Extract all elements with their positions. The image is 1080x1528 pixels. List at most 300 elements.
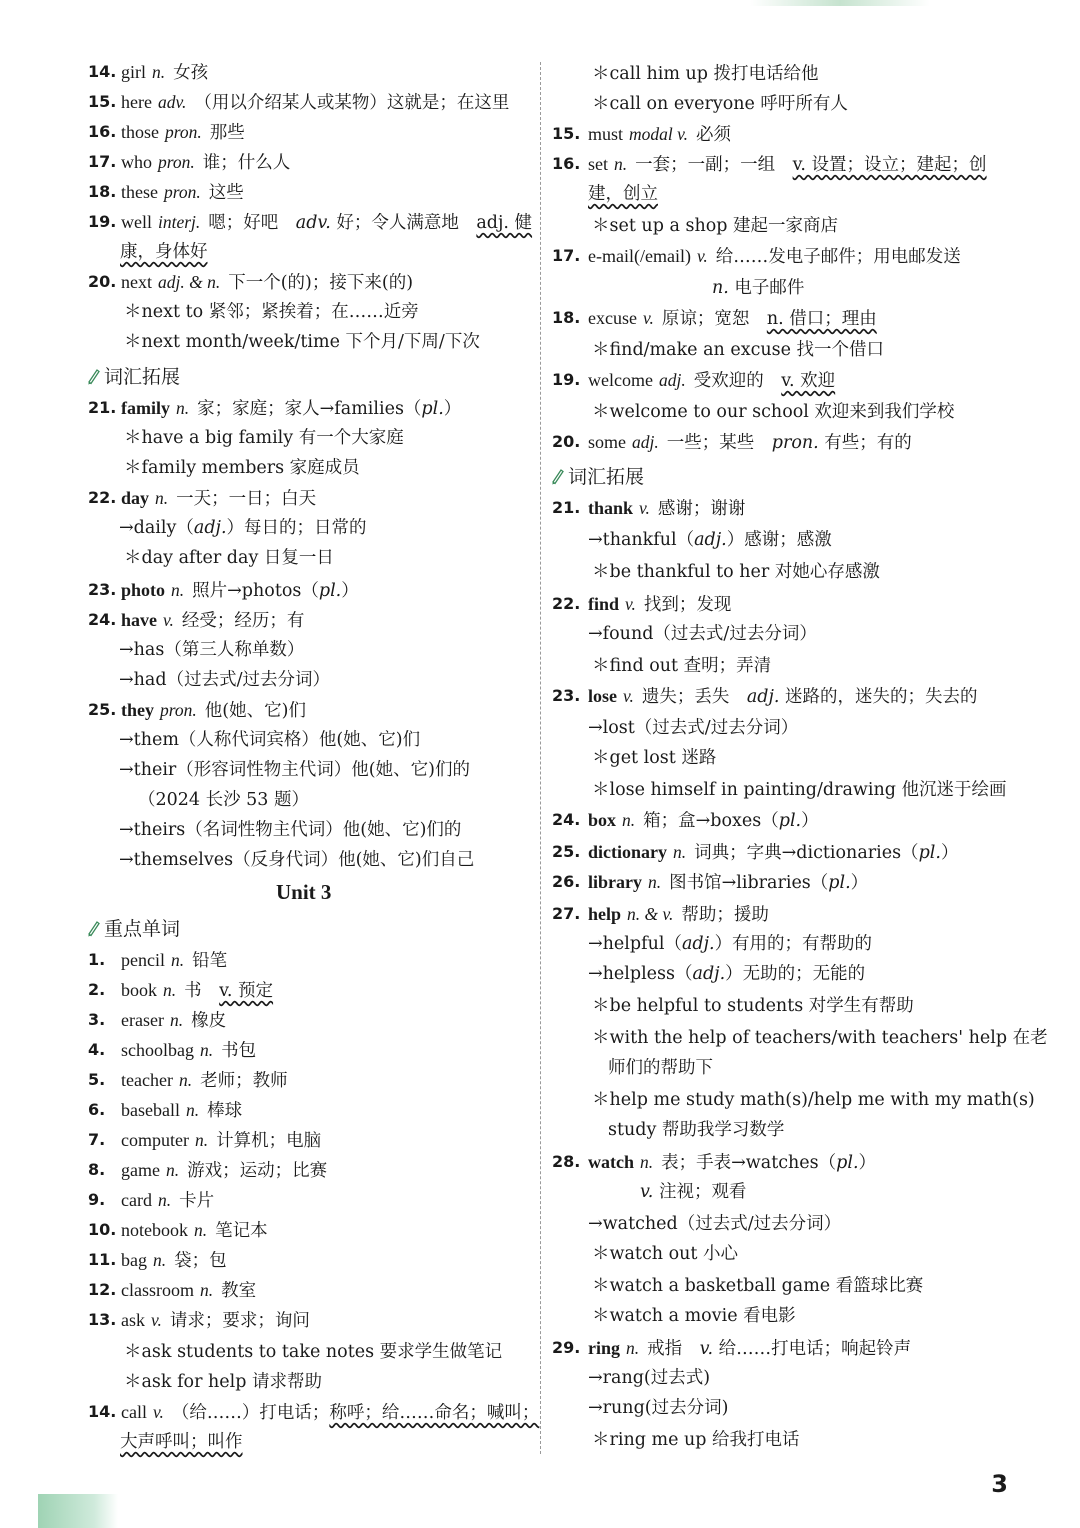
- definition-text: 书: [184, 981, 220, 1001]
- vocab-entry: [88, 1400, 540, 1425]
- entry-body: [121, 1131, 321, 1151]
- part-of-speech: n.: [163, 980, 177, 1000]
- part-of-speech: n.: [194, 1130, 209, 1150]
- derived-form-text: →themselves（反身代词）他(她、它)们自己: [119, 850, 475, 870]
- entry-body: [588, 371, 835, 391]
- headword: notebook: [121, 1220, 188, 1240]
- entry-body: [121, 981, 273, 1001]
- derived-form-text: →theirs（名词性物主代词）他(她、它)们的: [119, 820, 462, 840]
- part-of-speech: n. & v.: [627, 904, 674, 924]
- definition-text: ）: [443, 399, 462, 419]
- example-phrase-text: ＊watch a basketball game 看篮球比赛: [592, 1276, 924, 1296]
- definition-text: 帮助；援助: [681, 905, 769, 925]
- entry-number: 24.: [88, 610, 117, 629]
- section-header-label: 词汇拓展: [568, 466, 645, 488]
- definition-text: 原谅；宽恕: [661, 309, 767, 329]
- part-of-speech: pron.: [160, 700, 197, 720]
- entry-body: [121, 489, 316, 509]
- example-phrase-text: ＊watch a movie 看电影: [592, 1306, 796, 1326]
- entry-number: 24.: [552, 810, 581, 829]
- part-of-speech: pron.: [158, 152, 195, 172]
- part-of-speech: adj.: [632, 432, 659, 452]
- example-phrase: [124, 546, 334, 570]
- continuation-line-text: （2024 长沙 53 题）: [138, 790, 309, 810]
- definition-text: ）: [858, 1153, 877, 1173]
- headword: family: [121, 398, 170, 418]
- entry-number: 21.: [88, 398, 117, 417]
- vocab-entry: [88, 210, 533, 235]
- derived-form-text: →had（过去式/过去分词）: [119, 670, 330, 690]
- definition-text: 这些: [208, 183, 244, 203]
- continuation-line-text: 大声呼叫；叫作: [120, 1432, 243, 1452]
- entry-body: [588, 811, 819, 831]
- vocab-entry: [88, 1278, 257, 1303]
- entry-body: [121, 93, 509, 113]
- entry-number: 29.: [552, 1338, 581, 1357]
- vocab-entry: [552, 244, 961, 269]
- derived-form-text: →rang(过去式): [588, 1368, 711, 1388]
- entry-number: 1.: [88, 950, 106, 969]
- entry-body: [121, 273, 413, 293]
- part-of-speech: n.: [176, 398, 190, 418]
- example-phrase-text: ＊be thankful to her 对她心存感激: [592, 562, 880, 582]
- example-phrase: [592, 1304, 796, 1328]
- definition-text: 橡皮: [191, 1011, 227, 1031]
- example-phrase-text: ＊call him up 拨打电话给他: [592, 64, 819, 84]
- part-of-speech: n.: [640, 1152, 654, 1172]
- definition-text: 女孩: [173, 63, 209, 83]
- vocab-entry: [88, 1098, 243, 1123]
- vocab-entry: [88, 578, 359, 603]
- definition-text: 铅笔: [192, 951, 228, 971]
- derived-form-text: ）有用的；有帮助的: [714, 934, 873, 954]
- example-phrase-text: ＊watch out 小心: [592, 1244, 738, 1264]
- vocab-entry: [552, 496, 746, 521]
- definition-text: 称呼；给……命名；喊叫；: [329, 1403, 540, 1423]
- vocab-entry: [552, 684, 978, 709]
- headword: call: [121, 1402, 147, 1422]
- part-of-speech: v.: [151, 1310, 162, 1330]
- entry-body: [121, 1041, 256, 1061]
- pencil-icon: [86, 919, 100, 937]
- part-of-speech: n.: [648, 872, 662, 892]
- entry-number: 16.: [88, 122, 117, 141]
- example-phrase-text: ＊day after day 日复一日: [124, 548, 334, 568]
- definition-text: 必须: [695, 125, 731, 145]
- headword: here: [121, 92, 152, 112]
- entry-body: [121, 951, 227, 971]
- entry-body: [121, 1011, 226, 1031]
- vocab-entry: [552, 870, 869, 895]
- vocab-entry: [88, 150, 291, 175]
- headword: help: [588, 904, 622, 924]
- derived-form: [119, 728, 420, 752]
- part-of-speech: n.: [153, 1250, 167, 1270]
- part-of-speech: n.: [614, 154, 628, 174]
- part-of-speech: pron.: [165, 122, 202, 142]
- derived-form-text: →them（人称代词宾格）他(她、它)们: [119, 730, 421, 750]
- entry-number: 15.: [88, 92, 117, 111]
- headword: e-mail(/email): [588, 246, 691, 266]
- derived-form-text: →daily（: [119, 518, 194, 538]
- headword: find: [588, 594, 620, 614]
- entry-number: 9.: [88, 1190, 106, 1209]
- definition-text: 给……发电子邮件；用电邮发送: [715, 247, 961, 267]
- definition-text: adj. 健: [476, 213, 533, 233]
- vocab-entry: [88, 90, 510, 115]
- entry-number: 23.: [88, 580, 117, 599]
- example-phrase-text: ＊have a big family 有一个大家庭: [124, 428, 404, 448]
- definition-text: （用以介绍某人或某物）这就是；在这里: [194, 93, 510, 113]
- entry-body: [121, 183, 244, 203]
- continuation-line-text: study 帮助我学习数学: [608, 1120, 785, 1140]
- part-of-speech: v.: [642, 308, 654, 328]
- entry-number: 23.: [552, 686, 581, 705]
- derived-form-text: →lost（过去式/过去分词）: [588, 718, 799, 738]
- part-of-speech: v.: [639, 498, 650, 518]
- part-of-speech: n.: [199, 1280, 214, 1300]
- entry-body: [121, 1191, 214, 1211]
- entry-number: 18.: [552, 308, 581, 327]
- continuation-line: [608, 1056, 713, 1080]
- headword: watch: [588, 1152, 634, 1172]
- definition-text: pl.: [778, 811, 802, 831]
- entry-body: [588, 247, 961, 267]
- definition-text: 遗失；丢失: [641, 687, 747, 707]
- vocab-entry: [552, 592, 732, 617]
- headword: those: [121, 122, 159, 142]
- example-phrase: [592, 1088, 1035, 1112]
- continuation-line: [588, 182, 658, 206]
- derived-form-text: →has（第三人称单数）: [119, 640, 305, 660]
- section-header-label: 重点单词: [104, 918, 181, 940]
- headword: card: [121, 1190, 152, 1210]
- derived-form: [119, 758, 470, 782]
- entry-body: [121, 213, 532, 233]
- entry-number: 19.: [88, 212, 117, 231]
- part-of-speech: n.: [170, 950, 185, 970]
- entry-number: 25.: [88, 700, 117, 719]
- example-phrase: [592, 654, 771, 678]
- headword: teacher: [121, 1070, 173, 1090]
- part-of-speech: adv.: [157, 92, 187, 112]
- entry-number: 17.: [552, 246, 581, 265]
- definition-text: adv.: [295, 213, 331, 233]
- headword: thank: [588, 498, 634, 518]
- definition-text: 一些；某些: [666, 433, 772, 453]
- entry-number: 12.: [88, 1280, 117, 1299]
- part-of-speech: n.: [622, 810, 636, 830]
- example-phrase: [592, 746, 716, 770]
- vocab-entry: [88, 396, 462, 421]
- definition-text: 给……打电话；响起铃声: [713, 1339, 912, 1359]
- headword: game: [121, 1160, 160, 1180]
- derived-form-text: →helpful（: [588, 934, 682, 954]
- entry-body: [588, 499, 745, 519]
- derived-form: [588, 1212, 841, 1236]
- definition-text: 受欢迎的: [693, 371, 782, 391]
- part-of-speech: n.: [157, 1190, 172, 1210]
- derived-form: [588, 716, 798, 740]
- derived-form-text: adj.: [692, 964, 726, 984]
- definition-text: adj.: [746, 687, 780, 707]
- part-of-speech: n.: [185, 1100, 200, 1120]
- extra-meaning-text: 注视；观看: [653, 1182, 747, 1202]
- headword: welcome: [588, 370, 653, 390]
- vocab-entry: [88, 978, 274, 1003]
- example-phrase: [592, 1428, 800, 1452]
- headword: baseball: [121, 1100, 180, 1120]
- definition-text: 迷路的，迷失的；失去的: [779, 687, 978, 707]
- headword: day: [121, 488, 150, 508]
- entry-number: 22.: [552, 594, 581, 613]
- vocab-entry: [552, 430, 912, 455]
- entry-number: 5.: [88, 1070, 106, 1089]
- definition-text: v.: [699, 1339, 714, 1359]
- example-phrase: [592, 1026, 1048, 1050]
- example-phrase-text: ＊call on everyone 呼吁所有人: [592, 94, 848, 114]
- headword: set: [588, 154, 608, 174]
- example-phrase: [592, 1274, 923, 1298]
- entry-number: 21.: [552, 498, 581, 517]
- headword: must: [588, 124, 624, 144]
- definition-text: 图书馆→libraries（: [669, 873, 829, 893]
- entry-number: 26.: [552, 872, 581, 891]
- derived-form-text: adj.: [681, 934, 715, 954]
- headword: library: [588, 872, 642, 892]
- part-of-speech: interj.: [158, 212, 201, 232]
- column-divider: [540, 62, 541, 1454]
- extra-meaning-text: v.: [640, 1182, 654, 1202]
- entry-number: 22.: [88, 488, 117, 507]
- vocab-entry: [88, 1068, 288, 1093]
- part-of-speech: n.: [171, 580, 185, 600]
- pencil-icon: [86, 367, 100, 385]
- bottom-decoration: [38, 1494, 118, 1528]
- headword: well: [121, 212, 152, 232]
- example-phrase-text: ＊find/make an excuse 找一个借口: [592, 340, 885, 360]
- example-phrase: [124, 1370, 322, 1394]
- part-of-speech: n.: [155, 488, 169, 508]
- definition-text: pl.: [836, 1153, 859, 1173]
- vocab-entry: [552, 840, 959, 865]
- continuation-line: [608, 1118, 784, 1142]
- example-phrase: [592, 560, 880, 584]
- definition-text: 照片→photos（: [192, 581, 319, 601]
- entry-number: 8.: [88, 1160, 106, 1179]
- definition-text: 词典；字典→dictionaries（: [694, 843, 919, 863]
- entry-number: 13.: [88, 1310, 117, 1329]
- part-of-speech: n.: [169, 1010, 184, 1030]
- section-header: [86, 362, 180, 389]
- entry-number: 11.: [88, 1250, 117, 1269]
- vocab-entry: [88, 60, 209, 85]
- headword: lose: [588, 686, 617, 706]
- vocab-entry: [552, 808, 819, 833]
- part-of-speech: modal v.: [629, 124, 688, 144]
- definition-text: 老师；教师: [200, 1071, 288, 1091]
- entry-number: 16.: [552, 154, 581, 173]
- example-phrase-text: ＊next to 紧邻；紧挨着；在……近旁: [124, 302, 419, 322]
- part-of-speech: n.: [194, 1220, 208, 1240]
- entry-body: [588, 905, 769, 925]
- entry-number: 4.: [88, 1040, 106, 1059]
- example-phrase: [592, 994, 914, 1018]
- example-phrase: [124, 426, 404, 450]
- example-phrase: [592, 778, 1007, 802]
- entry-number: 19.: [552, 370, 581, 389]
- entry-body: [121, 153, 290, 173]
- example-phrase-text: ＊get lost 迷路: [592, 748, 717, 768]
- example-phrase-text: ＊set up a shop 建起一家商店: [592, 216, 839, 236]
- entry-body: [121, 1251, 227, 1271]
- entry-body: [121, 123, 245, 143]
- headword: ask: [121, 1310, 145, 1330]
- vocab-entry: [552, 902, 769, 927]
- derived-form-text: ）感谢；感激: [726, 530, 832, 550]
- example-phrase-text: ＊help me study math(s)/help me with my math(s): [592, 1090, 1035, 1110]
- entry-body: [588, 595, 731, 615]
- headword: schoolbag: [121, 1040, 194, 1060]
- entry-body: [121, 399, 461, 419]
- definition-text: （给……）打电话；: [171, 1403, 330, 1423]
- vocab-entry: [88, 698, 306, 723]
- headword: have: [121, 610, 157, 630]
- extra-meaning: [712, 276, 804, 300]
- example-phrase-text: ＊find out 查明；弄清: [592, 656, 772, 676]
- definition-text: ）: [801, 811, 819, 831]
- headword: classroom: [121, 1280, 194, 1300]
- derived-form-text: →helpless（: [588, 964, 693, 984]
- definition-text: pron.: [771, 433, 819, 453]
- definition-text: 那些: [209, 123, 245, 143]
- continuation-line: [120, 240, 208, 264]
- entry-number: 14.: [88, 62, 117, 81]
- entry-body: [121, 1071, 288, 1091]
- headword: dictionary: [588, 842, 667, 862]
- derived-form: [588, 932, 872, 956]
- entry-number: 7.: [88, 1130, 106, 1149]
- page-number: 3: [991, 1470, 1008, 1498]
- part-of-speech: v.: [625, 594, 636, 614]
- vocab-entry: [552, 1150, 877, 1175]
- definition-text: 一天；一日；白天: [176, 489, 317, 509]
- definition-text: 好；令人满意地: [330, 213, 477, 233]
- vocab-entry: [552, 306, 877, 331]
- unit-title: Unit 3: [276, 880, 332, 904]
- definition-text: pl.: [421, 399, 444, 419]
- derived-form-text: →found（过去式/过去分词）: [588, 624, 817, 644]
- headword: eraser: [121, 1010, 164, 1030]
- example-phrase: [592, 214, 838, 238]
- definition-text: 嗯；好吧: [208, 213, 296, 233]
- headword: computer: [121, 1130, 189, 1150]
- entry-body: [588, 687, 978, 707]
- entry-body: [121, 1403, 539, 1423]
- entry-number: 2.: [88, 980, 106, 999]
- part-of-speech: n.: [626, 1338, 640, 1358]
- part-of-speech: n.: [165, 1160, 180, 1180]
- vocab-entry: [88, 1188, 215, 1213]
- example-phrase-text: ＊welcome to our school 欢迎来到我们学校: [592, 402, 955, 422]
- vocab-entry: [552, 1336, 912, 1361]
- headword: they: [121, 700, 154, 720]
- derived-form-text: ）每日的；日常的: [226, 518, 367, 538]
- part-of-speech: n.: [199, 1040, 214, 1060]
- example-phrase: [124, 300, 419, 324]
- example-phrase-text: ＊be helpful to students 对学生有帮助: [592, 996, 914, 1016]
- example-phrase-text: ＊next month/week/time 下个月/下周/下次: [124, 332, 480, 352]
- example-phrase: [124, 1340, 502, 1364]
- entry-number: 3.: [88, 1010, 106, 1029]
- definition-text: 找到；发现: [643, 595, 732, 615]
- entry-number: 10.: [88, 1220, 117, 1239]
- pencil-icon: [550, 467, 564, 485]
- part-of-speech: v.: [163, 610, 174, 630]
- vocab-entry: [88, 1248, 227, 1273]
- entry-body: [588, 155, 987, 175]
- headword: photo: [121, 580, 166, 600]
- derived-form-text: →watched（过去式/过去分词）: [588, 1214, 842, 1234]
- headword: who: [121, 152, 152, 172]
- derived-form-text: →thankful（: [588, 530, 695, 550]
- continuation-line-text: 建，创立: [588, 184, 658, 204]
- headword: these: [121, 182, 158, 202]
- vocab-entry: [88, 1038, 257, 1063]
- vocab-entry: [88, 608, 305, 633]
- part-of-speech: v.: [623, 686, 634, 706]
- example-phrase-text: ＊ask for help 请求帮助: [124, 1372, 323, 1392]
- example-phrase-text: ＊family members 家庭成员: [124, 458, 360, 478]
- entry-body: [588, 125, 731, 145]
- definition-text: 家；家庭；家人→families（: [197, 399, 422, 419]
- section-header: [86, 914, 180, 941]
- entry-body: [121, 1101, 242, 1121]
- entry-number: 25.: [552, 842, 581, 861]
- continuation-line-text: 师们的帮助下: [608, 1058, 713, 1078]
- entry-number: 28.: [552, 1152, 581, 1171]
- derived-form-text: →rung(过去分词): [588, 1398, 729, 1418]
- headword: next: [121, 272, 152, 292]
- entry-body: [121, 1311, 310, 1331]
- derived-form: [588, 1396, 728, 1420]
- section-header: [550, 462, 644, 489]
- continuation-line: [138, 788, 309, 812]
- definition-text: 笔记本: [215, 1221, 268, 1241]
- entry-number: 14.: [88, 1402, 117, 1421]
- definition-text: 谁；什么人: [202, 153, 291, 173]
- definition-text: 棒球: [207, 1101, 243, 1121]
- definition-text: pl.: [318, 581, 342, 601]
- example-phrase: [592, 338, 884, 362]
- entry-number: 18.: [88, 182, 117, 201]
- derived-form: [588, 622, 817, 646]
- vocab-entry: [88, 180, 244, 205]
- definition-text: 书包: [221, 1041, 257, 1061]
- headword: ring: [588, 1338, 621, 1358]
- definition-text: ）: [940, 843, 959, 863]
- entry-body: [121, 701, 306, 721]
- entry-body: [588, 433, 912, 453]
- vocab-entry: [88, 1158, 328, 1183]
- example-phrase: [592, 400, 954, 424]
- derived-form: [119, 848, 474, 872]
- derived-form: [588, 528, 832, 552]
- entry-number: 20.: [552, 432, 581, 451]
- definition-text: v. 欢迎: [781, 371, 836, 391]
- definition-text: 计算机；电脑: [216, 1131, 322, 1151]
- continuation-line-text: 康，身体好: [120, 242, 208, 262]
